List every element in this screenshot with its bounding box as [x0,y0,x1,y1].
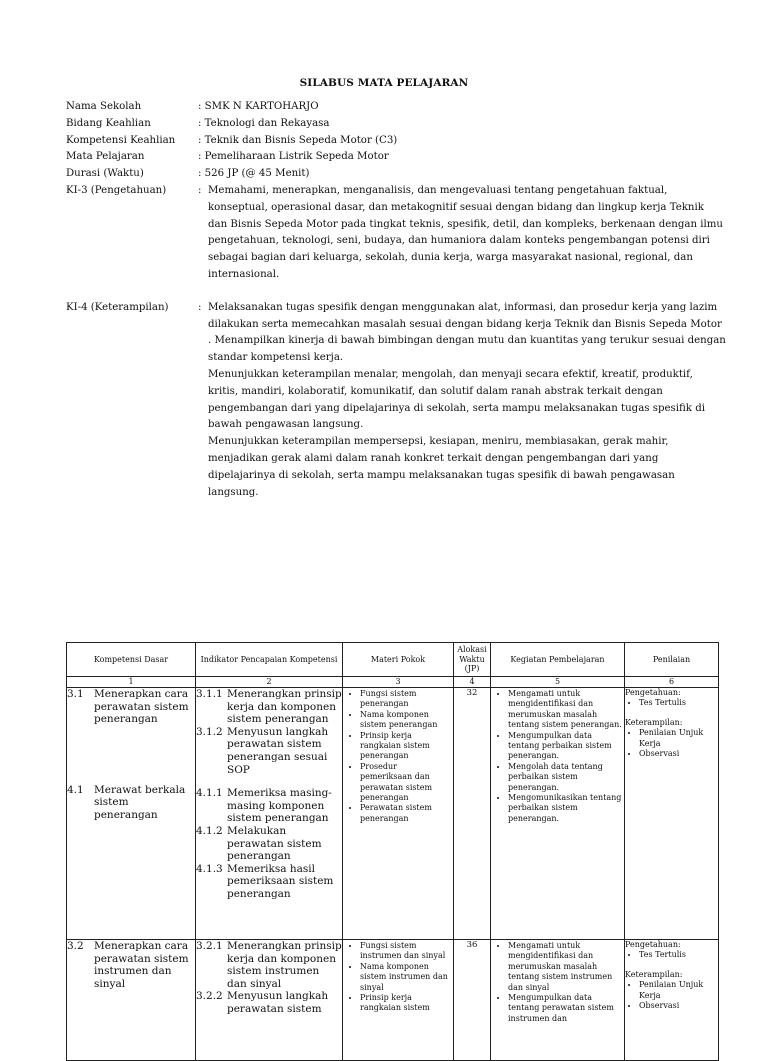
list-item: • Prosedur pemeriksaan dan perawatan sistem penerangan [360,762,451,804]
ki4-text [208,300,726,502]
ipk-text: Menyusun langkah perawatan sistem penerangan sesuai SOP [227,725,329,776]
info-value: : Pemeliharaan Listrik Sepeda Motor [198,151,389,163]
ipk-number: 3.2.2 [196,990,223,1003]
list-item: • Mengamati untuk mengidentifikasi dan merumuskan masalah tentang sistem instrumen dan sinyal [508,941,622,993]
list-item: • Fungsi sistem instrumen dan sinyal [360,941,451,962]
penilaian-cell [625,688,719,940]
table-header-row [67,643,719,677]
column-header: Kegiatan Pembelajaran [491,643,625,677]
kd-item [67,784,195,822]
list-item: • Penilaian Unjuk Kerja [639,728,718,749]
info-row-ki3 [66,183,726,284]
jp-cell: 36 [454,940,491,1061]
ipk-number: 4.1.1 [196,787,223,800]
table-row [67,940,719,1061]
kd-cell [67,940,196,1061]
penilaian-cell [625,940,719,1061]
materi-cell [343,940,454,1061]
ipk-text: Melakukan perawatan sistem penerangan [227,824,322,863]
list-item: • Tes Tertulis [639,698,718,708]
kd-cell [67,688,196,940]
ki3-colon: : [198,184,202,196]
ki4-paragraph: Melaksanakan tugas spesifik dengan menggunakan alat, informasi, dan prosedur kerja yang lazim dilakukan serta memecahkan masalah sesuai dengan bidang kerja Teknik dan Bisnis Sepeda Motor . Menampilkan kinerja di bawah bimbingan dengan mutu dan kuantitas yang terukur sesuai dengan standar kompetensi kerja. [208,301,726,364]
ipk-item [196,726,342,776]
list-item: • Mengumpulkan data tentang perbaikan sistem penerangan. [508,731,622,762]
list-item: • Nama komponen sistem instrumen dan sinyal [360,962,451,993]
ki4-label: KI-4 (Keterampilan) [66,301,169,313]
identity-block [66,99,726,501]
list-item: • Mengumpulkan data tentang perawatan sistem instrumen dan [508,993,622,1024]
kd-number: 3.2 [67,940,84,952]
list-item: • Mengomunikasikan tentang perbaikan sistem penerangan. [508,793,622,824]
column-header: Materi Pokok [343,643,454,677]
ipk-text: Memeriksa hasil pemeriksaan sistem penerangan [227,862,334,900]
ipk-item [196,863,342,901]
column-number-row [67,677,719,688]
ipk-number: 3.1.2 [196,725,223,738]
list-item: • Penilaian Unjuk Kerja [639,980,718,1001]
penilaian-heading: Keterampilan: [625,969,683,979]
list-item: • Perawatan sistem penerangan [360,803,451,824]
list-item: • Tes Tertulis [639,950,718,960]
info-value: : Teknik dan Bisnis Sepeda Motor (C3) [198,134,398,146]
info-label: Bidang Keahlian [66,117,151,129]
ipk-text: Menerangkan prinsip kerja dan komponen sistem penerangan [227,688,342,726]
ipk-item [196,787,342,825]
ipk-cell [196,688,343,940]
kegiatan-cell [491,940,625,1061]
kd-text: Merawat berkala sistem penerangan [94,783,186,821]
column-number: 6 [625,677,719,688]
list-item: • Mengamati untuk mengidentifikasi dan merumuskan masalah tentang sistem penerangan. [508,689,622,731]
kd-item [67,940,195,990]
kd-number: 3.1 [67,688,84,700]
ipk-item [196,688,342,726]
column-number: 5 [491,677,625,688]
info-value: : Teknologi dan Rekayasa [198,117,330,129]
penilaian-heading: Pengetahuan: [625,688,681,697]
info-value: : SMK N KARTOHARJO [198,101,319,112]
list-item: • Nama komponen sistem penerangan [360,710,451,731]
ipk-text: Menerangkan prinsip kerja dan komponen sistem instrumen dan sinyal [227,940,342,990]
info-row-subject [66,149,726,166]
ki4-colon: : [198,301,202,313]
ki4-paragraph: Menunjukkan keterampilan mempersepsi, kesiapan, meniru, membiasakan, gerak mahir, menjadikan gerak alami dalam ranah konkret terkait dengan pengembangan dari yang dipelajarinya di sekolah, serta mampu melaksanakan tugas spesifik di bawah pengawasan langsung. [208,436,675,498]
syllabus-table [66,642,719,1061]
ipk-text: Memeriksa masing-masing komponen sistem penerangan [227,787,332,825]
penilaian-heading: Keterampilan: [625,717,683,727]
column-header: Indikator Pencapaian Kompetensi [196,643,343,677]
column-header: Penilaian [625,643,719,677]
info-row-duration [66,166,726,183]
info-row-school [66,99,726,116]
kd-item [67,688,195,726]
kd-text: Menerapkan cara perawatan sistem penerangan [94,688,189,726]
kd-number: 4.1 [67,783,84,796]
ipk-number: 3.2.1 [196,940,223,952]
ipk-text: Menyusun langkah perawatan sistem [227,990,329,1015]
ipk-number: 4.1.2 [196,824,223,837]
column-number: 2 [196,677,343,688]
column-number: 3 [343,677,454,688]
ipk-item [196,940,342,990]
penilaian-heading: Pengetahuan: [625,940,681,949]
table-row [67,688,719,940]
ki3-text: Memahami, menerapkan, menganalisis, dan mengevaluasi tentang pengetahuan faktual, konseptual, operasional dasar, dan metakognitif sesuai dengan bidang dan lingkup kerja Teknik dan Bisnis Sepeda Motor pada tingkat teknis, spesifik, detil, dan kompleks, berkenaan dengan ilmu pengetahuan, teknologi, seni, budaya, dan humaniora dalam konteks pengembangan potensi diri sebagai bagian dari keluarga, sekolah, dunia kerja, warga masyarakat nasional, regional, dan internasional. [208,184,723,280]
info-label: Mata Pelajaran [66,151,145,163]
ipk-number: 3.1.1 [196,688,223,700]
info-label: Kompetensi Keahlian [66,134,176,146]
list-item: • Mengolah data tentang perbaikan sistem penerangan. [508,762,622,793]
kd-text: Menerapkan cara perawatan sistem instrumen dan sinyal [94,940,189,990]
column-header: Alokasi Waktu (JP) [454,643,491,677]
ipk-number: 4.1.3 [196,862,223,875]
ki4-paragraph: Menunjukkan keterampilan menalar, mengolah, dan menyaji secara efektif, kreatif, produktif, kritis, mandiri, kolaboratif, komunikatif, dan solutif dalam ranah abstrak terkait dengan pengembangan dari yang dipelajarinya di sekolah, serta mampu melaksanakan tugas spesifik di bawah pengawasan langsung. [208,368,705,431]
info-row-competency [66,133,726,150]
info-label: Durasi (Waktu) [66,168,144,180]
ipk-item [196,825,342,863]
ki3-label: KI-3 (Pengetahuan) [66,184,167,196]
kegiatan-cell [491,688,625,940]
jp-cell: 32 [454,688,491,940]
materi-cell [343,688,454,940]
ipk-item [196,990,342,1015]
list-item: • Prinsip kerja rangkaian sistem [360,993,451,1014]
info-row-field [66,116,726,133]
document-title: SILABUS MATA PELAJARAN [299,77,469,89]
column-number: 4 [454,677,491,688]
ipk-cell [196,940,343,1061]
list-item: • Prinsip kerja rangkaian sistem penerangan [360,731,451,762]
column-header: Kompetensi Dasar [67,643,196,677]
info-row-ki4 [66,300,726,502]
info-label: Nama Sekolah [66,101,142,112]
info-value: : 526 JP (@ 45 Menit) [198,168,310,180]
list-item: • Fungsi sistem penerangan [360,689,451,710]
list-item: • Observasi [639,749,718,759]
column-number: 1 [67,677,196,688]
list-item: • Observasi [639,1001,718,1011]
